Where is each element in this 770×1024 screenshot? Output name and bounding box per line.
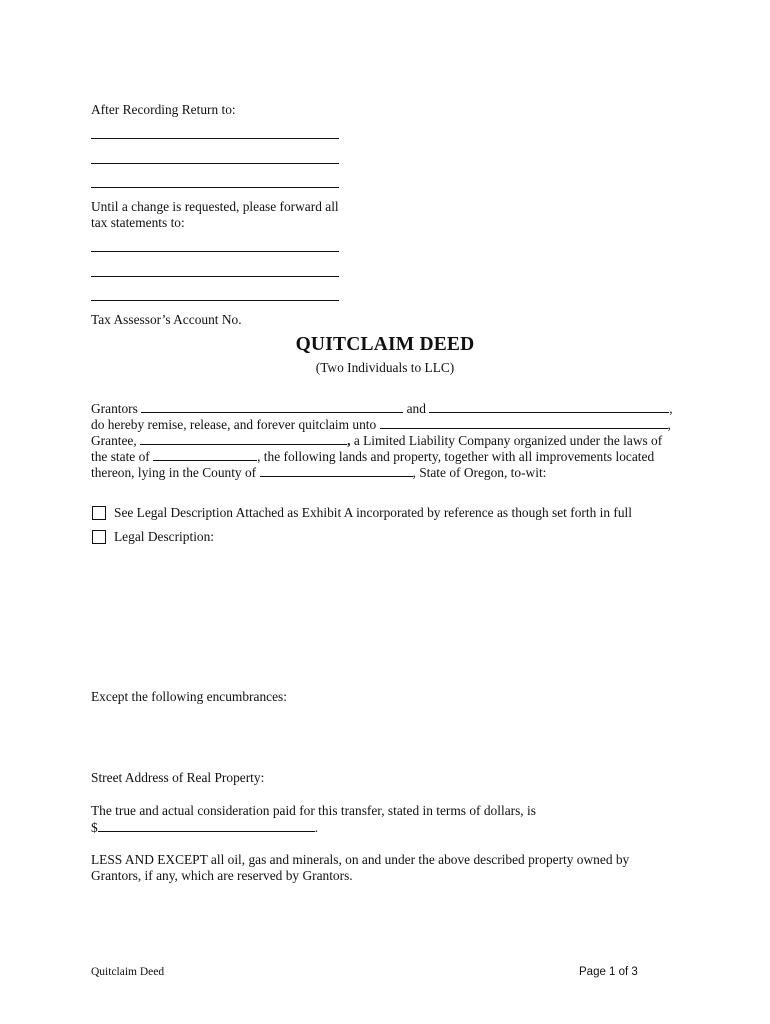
- tax-statements-label-2: tax statements to:: [91, 215, 185, 230]
- tax-address-line-2: [91, 276, 339, 277]
- grantee-name-blank: [140, 432, 347, 445]
- grantors-line: [91, 400, 673, 417]
- encumbrances-label: Except the following encumbrances:: [91, 689, 287, 704]
- state-line: [91, 448, 654, 465]
- less-except-text-2: Grantors, if any, which are reserved by Grantors.: [91, 868, 353, 883]
- document-subtitle: (Two Individuals to LLC): [315, 360, 455, 375]
- grantee-line: [91, 432, 662, 449]
- thereon-text: thereon, lying in the County of: [91, 465, 257, 480]
- tax-account-label: Tax Assessor’s Account No.: [91, 312, 242, 327]
- grantor-1-blank: [141, 400, 403, 413]
- footer-page-number: Page 1 of 3: [579, 966, 638, 978]
- consideration-text: The true and actual consideration paid for this transfer, stated in terms of dollars, is: [91, 803, 536, 818]
- exhibit-a-label: See Legal Description Attached as Exhibit A incorporated by reference as though set forth in full: [114, 505, 632, 520]
- tax-address-line-3: [91, 300, 339, 301]
- consideration-amount-blank: [98, 819, 315, 832]
- return-address-line-3: [91, 187, 339, 188]
- llc-text: a Limited Liability Company organized under the laws of: [353, 433, 663, 448]
- after-recording-label: After Recording Return to:: [91, 102, 236, 117]
- document-title: QUITCLAIM DEED: [295, 334, 475, 355]
- legal-description-label: Legal Description:: [114, 529, 215, 544]
- county-blank: [260, 464, 413, 477]
- comma: ,: [667, 417, 671, 432]
- dollar-sign: $: [91, 820, 98, 835]
- tax-statements-label-1: Until a change is requested, please forward all: [91, 199, 339, 214]
- period: .: [314, 820, 319, 835]
- return-address-line-2: [91, 163, 339, 164]
- street-address-label: Street Address of Real Property:: [91, 770, 265, 785]
- footer-document-name: Quitclaim Deed: [91, 966, 165, 978]
- remise-text: do hereby remise, release, and forever quitclaim unto: [91, 417, 377, 432]
- consideration-amount-line: [91, 819, 318, 836]
- state-blank: [153, 448, 257, 461]
- comma: ,: [669, 401, 673, 416]
- grantors-label: Grantors: [91, 401, 138, 416]
- remise-line: [91, 416, 671, 433]
- exhibit-a-checkbox[interactable]: [92, 506, 106, 520]
- return-address-line-1: [91, 138, 339, 139]
- legal-description-checkbox[interactable]: [92, 530, 106, 544]
- state-of-label: the state of: [91, 449, 150, 464]
- following-lands-text: , the following lands and property, together with all improvements located: [257, 449, 655, 464]
- county-line: [91, 464, 546, 481]
- grantor-2-blank: [429, 400, 669, 413]
- state-oregon-text: , State of Oregon, to-wit:: [412, 465, 547, 480]
- less-except-text-1: LESS AND EXCEPT all oil, gas and minerals, on and under the above described property owned by: [91, 852, 630, 867]
- tax-address-line-1: [91, 251, 339, 252]
- grantee-blank-1: [380, 416, 668, 429]
- comma: ,: [347, 433, 351, 448]
- grantee-label: Grantee,: [91, 433, 137, 448]
- and-label: and: [406, 401, 426, 416]
